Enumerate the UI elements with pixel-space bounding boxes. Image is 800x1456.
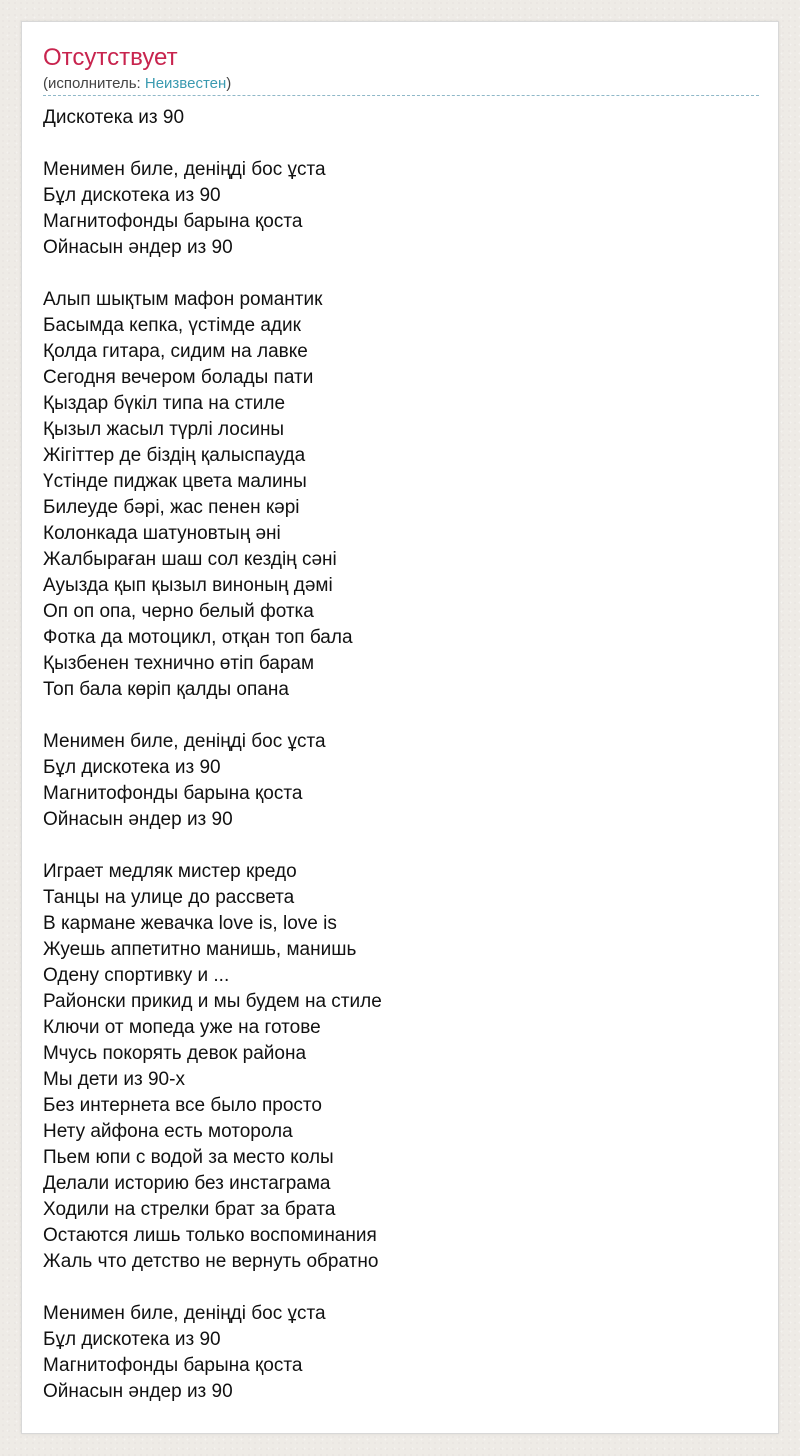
lyric-line: Районски прикид и мы будем на стиле bbox=[43, 991, 382, 1012]
lyric-line: Алып шықтым мафон романтик bbox=[43, 289, 323, 310]
lyric-line: Менимен биле, денiңдi бос ұста bbox=[43, 731, 326, 752]
lyric-line: Жалбыраған шаш сол кездiң сәнi bbox=[43, 549, 337, 570]
lyric-line: Қызбенен технично өтiп барам bbox=[43, 653, 315, 674]
lyric-blank-line bbox=[43, 703, 759, 729]
lyrics-text bbox=[43, 105, 759, 1405]
lyric-line: Үстiнде пиджак цвета малины bbox=[43, 471, 307, 492]
lyric-blank-line bbox=[43, 261, 759, 287]
artist-prefix: (исполнитель: bbox=[43, 75, 145, 92]
artist-suffix: ) bbox=[226, 75, 232, 92]
lyric-line: Ауызда қып қызыл виноның дәмi bbox=[43, 575, 333, 596]
lyric-line: Делали историю без инстаграма bbox=[43, 1173, 331, 1194]
lyric-line: Менимен биле, денiңдi бос ұста bbox=[43, 159, 326, 180]
lyric-line: Пьем юпи с водой за место колы bbox=[43, 1147, 334, 1168]
lyric-blank-line bbox=[43, 1275, 759, 1301]
lyric-line: Топ бала көрiп қалды опана bbox=[43, 679, 289, 700]
lyric-line: Мы дети из 90-х bbox=[43, 1069, 185, 1090]
lyric-line: Магнитофонды барына қоста bbox=[43, 211, 303, 232]
lyric-line: Менимен биле, денiңдi бос ұста bbox=[43, 1303, 326, 1324]
lyric-line: Билеуде бәрi, жас пенен кәрi bbox=[43, 497, 300, 518]
lyric-line: Қолда гитара, сидим на лавке bbox=[43, 341, 308, 362]
lyric-line: Магнитофонды барына қоста bbox=[43, 783, 303, 804]
lyric-line: Колонкада шатуновтың әнi bbox=[43, 523, 281, 544]
lyric-line: Ключи от мопеда уже на готове bbox=[43, 1017, 321, 1038]
lyric-line: Фотка да мотоцикл, отқан топ бала bbox=[43, 627, 353, 648]
lyric-line: Одену спортивку и ... bbox=[43, 965, 230, 986]
lyric-line: Жаль что детство не вернуть обратно bbox=[43, 1251, 379, 1272]
lyric-blank-line bbox=[43, 131, 759, 157]
lyric-line: Ойнасын әндер из 90 bbox=[43, 237, 233, 258]
lyric-line: В кармане жевачка love is, love is bbox=[43, 913, 337, 934]
lyric-line: Танцы на улице до рассвета bbox=[43, 887, 295, 908]
lyric-line: Ойнасын әндер из 90 bbox=[43, 1381, 233, 1402]
lyric-line: Оп оп опа, черно белый фотка bbox=[43, 601, 314, 622]
lyric-line: Дискотека из 90 bbox=[43, 107, 185, 128]
lyric-blank-line bbox=[43, 833, 759, 859]
lyric-line: Мчусь покорять девок района bbox=[43, 1043, 307, 1064]
lyric-line: Жiгiттер де бiздiң қалыспауда bbox=[43, 445, 306, 466]
song-title: Отсутствует bbox=[43, 44, 178, 71]
lyric-line: Без интернета все было просто bbox=[43, 1095, 322, 1116]
lyric-line: Сегодня вечером болады пати bbox=[43, 367, 314, 388]
lyrics-card bbox=[21, 21, 779, 1434]
lyric-line: Ходили на стрелки брат за брата bbox=[43, 1199, 336, 1220]
lyric-line: Қызыл жасыл түрлi лосины bbox=[43, 419, 285, 440]
lyric-line: Басымда кепка, үстiмде адик bbox=[43, 315, 301, 336]
lyric-line: Бұл дискотека из 90 bbox=[43, 757, 221, 778]
lyric-line: Жуешь аппетитно манишь, манишь bbox=[43, 939, 357, 960]
artist-line bbox=[43, 75, 231, 93]
lyric-line: Ойнасын әндер из 90 bbox=[43, 809, 233, 830]
lyric-line: Нету айфона есть моторола bbox=[43, 1121, 293, 1142]
lyric-line: Магнитофонды барына қоста bbox=[43, 1355, 303, 1376]
lyric-line: Қыздар бүкiл типа на стиле bbox=[43, 393, 286, 414]
artist-link[interactable]: Неизвестен bbox=[144, 75, 227, 92]
lyric-line: Играет медляк мистер кредо bbox=[43, 861, 297, 882]
lyric-line: Бұл дискотека из 90 bbox=[43, 1329, 221, 1350]
song-header bbox=[43, 44, 759, 96]
lyric-line: Остаются лишь только воспоминания bbox=[43, 1225, 377, 1246]
lyric-line: Бұл дискотека из 90 bbox=[43, 185, 221, 206]
